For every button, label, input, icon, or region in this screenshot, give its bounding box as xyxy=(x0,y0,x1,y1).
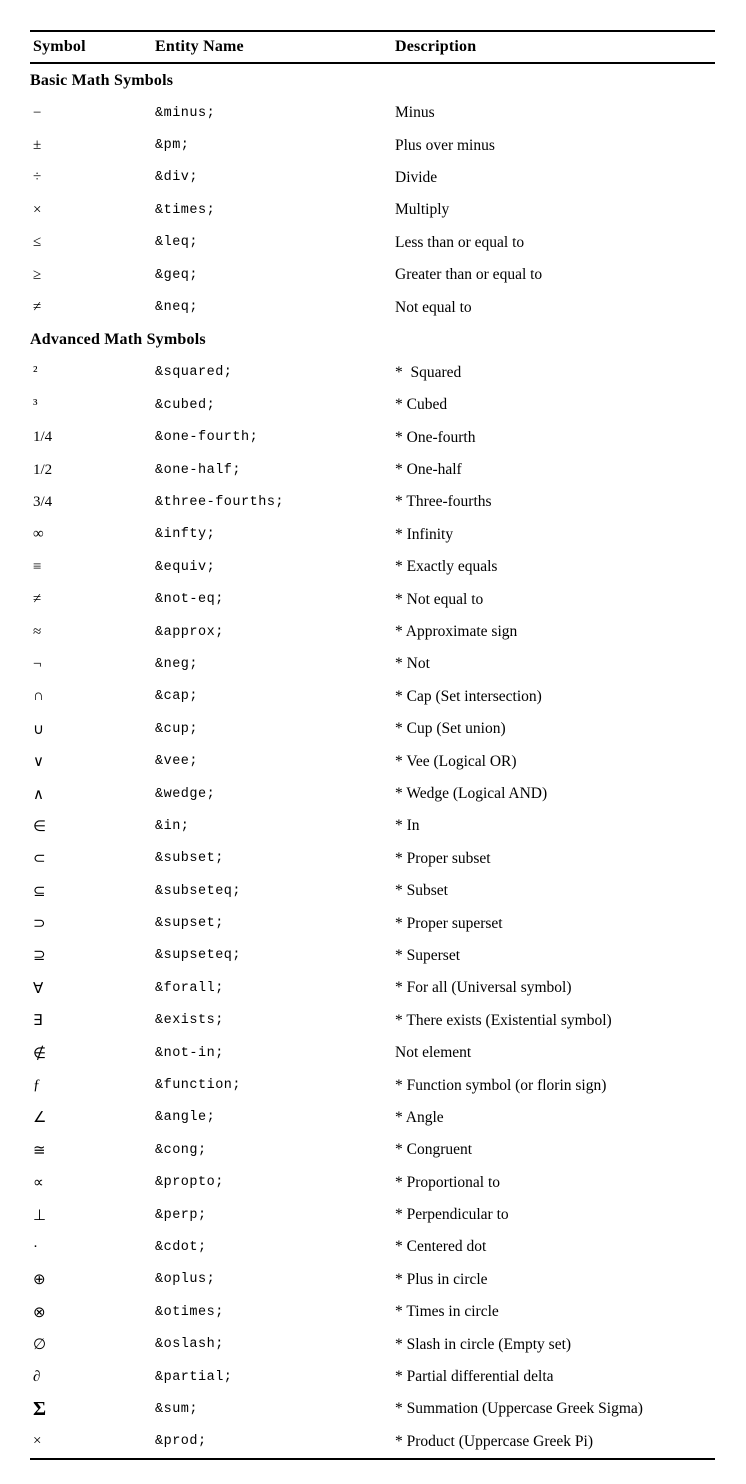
symbol-cell: ∃ xyxy=(33,1013,43,1030)
entity-name-cell: &neg; xyxy=(155,656,199,672)
table-row xyxy=(30,162,715,194)
table-row xyxy=(30,810,715,842)
table-section xyxy=(30,324,715,1458)
column-header-description: Description xyxy=(395,38,477,55)
symbol-cell: ∂ xyxy=(33,1368,41,1385)
symbol-cell: ∠ xyxy=(33,1110,47,1127)
table-row xyxy=(30,486,715,518)
symbol-cell: · xyxy=(33,1238,38,1255)
table-row xyxy=(30,454,715,486)
entity-name-cell: &vee; xyxy=(155,754,199,770)
column-header-symbol: Symbol xyxy=(33,38,86,55)
description-cell: Multiply xyxy=(395,201,450,219)
table-section xyxy=(30,64,715,324)
table-row xyxy=(30,291,715,323)
symbol-cell: − xyxy=(33,104,42,121)
symbol-cell: 3/4 xyxy=(33,493,53,510)
symbol-cell: ⊥ xyxy=(33,1207,47,1224)
description-cell: * Summation (Uppercase Greek Sigma) xyxy=(395,1400,643,1418)
table-row xyxy=(30,357,715,389)
description-cell: * Plus in circle xyxy=(395,1270,488,1288)
entity-name-cell: &not-in; xyxy=(155,1045,224,1061)
description-cell: * Infinity xyxy=(395,525,454,543)
description-cell: * In xyxy=(395,817,420,835)
description-cell: * Slash in circle (Empty set) xyxy=(395,1335,572,1353)
table-row xyxy=(30,1426,715,1458)
section-rows xyxy=(30,357,715,1458)
description-cell: * Proper subset xyxy=(395,849,491,867)
table-row xyxy=(30,227,715,259)
entity-name-cell: &perp; xyxy=(155,1207,207,1223)
entity-name-cell: &otimes; xyxy=(155,1304,224,1320)
table-row xyxy=(30,907,715,939)
entity-name-cell: &pm; xyxy=(155,138,190,154)
table-row xyxy=(30,97,715,129)
description-cell: * Proper superset xyxy=(395,914,503,932)
entity-name-cell: &supseteq; xyxy=(155,948,242,964)
table-row xyxy=(30,681,715,713)
description-cell: * Superset xyxy=(395,946,461,964)
symbol-cell: ≤ xyxy=(33,234,42,251)
table-row xyxy=(30,1102,715,1134)
table-row xyxy=(30,778,715,810)
description-cell: * Proportional to xyxy=(395,1173,501,1191)
entity-name-cell: &partial; xyxy=(155,1369,233,1385)
entity-name-cell: &subset; xyxy=(155,851,224,867)
description-cell: Not equal to xyxy=(395,298,472,316)
entity-name-cell: &neq; xyxy=(155,300,199,316)
entity-name-cell: &minus; xyxy=(155,105,216,121)
symbol-cell: ≅ xyxy=(33,1142,46,1159)
symbol-cell: ≠ xyxy=(33,591,42,608)
table-body xyxy=(30,64,715,1458)
description-cell: * Perpendicular to xyxy=(395,1206,509,1224)
table-row xyxy=(30,972,715,1004)
entity-name-cell: &forall; xyxy=(155,980,224,996)
description-cell: * Squared xyxy=(395,363,462,381)
table-row xyxy=(30,389,715,421)
description-cell: * Cap (Set intersection) xyxy=(395,687,542,705)
section-rows xyxy=(30,97,715,324)
description-cell: * Angle xyxy=(395,1108,444,1126)
entity-name-cell: &function; xyxy=(155,1078,242,1094)
table-row xyxy=(30,745,715,777)
table-row xyxy=(30,422,715,454)
symbol-cell: ≡ xyxy=(33,558,42,575)
description-cell: * Not equal to xyxy=(395,590,484,608)
entity-name-cell: &sum; xyxy=(155,1401,199,1417)
entity-name-cell: &angle; xyxy=(155,1110,216,1126)
entity-name-cell: &cap; xyxy=(155,689,199,705)
symbol-cell: 1/2 xyxy=(33,461,53,478)
table-row xyxy=(30,259,715,291)
table-row xyxy=(30,519,715,551)
symbol-cell: ∪ xyxy=(33,721,44,738)
entity-name-cell: &propto; xyxy=(155,1175,224,1191)
table-row xyxy=(30,1393,715,1425)
description-cell: * Function symbol (or florin sign) xyxy=(395,1076,607,1094)
symbol-cell: ± xyxy=(33,137,42,154)
entity-name-cell: &one-fourth; xyxy=(155,430,259,446)
description-cell: Greater than or equal to xyxy=(395,266,543,284)
description-cell: * Centered dot xyxy=(395,1238,487,1256)
entity-name-cell: &not-eq; xyxy=(155,592,224,608)
entity-name-cell: &times; xyxy=(155,202,216,218)
section-title: Advanced Math Symbols xyxy=(30,331,206,349)
symbol-cell: ∅ xyxy=(33,1337,47,1354)
symbol-cell: ³ xyxy=(33,396,38,413)
table-row xyxy=(30,713,715,745)
description-cell: * Subset xyxy=(395,882,448,900)
symbol-cell: ¬ xyxy=(33,655,42,672)
table-row xyxy=(30,551,715,583)
description-cell: * Exactly equals xyxy=(395,558,498,576)
description-cell: * Product (Uppercase Greek Pi) xyxy=(395,1432,593,1450)
symbol-cell: ∀ xyxy=(33,980,44,997)
symbol-cell: ƒ xyxy=(33,1077,41,1094)
symbol-cell: × xyxy=(33,201,42,218)
table-row xyxy=(30,1328,715,1360)
table-row xyxy=(30,940,715,972)
symbol-cell: 1/4 xyxy=(33,429,53,446)
table-row xyxy=(30,843,715,875)
entity-name-cell: &one-half; xyxy=(155,462,242,478)
symbol-cell: × xyxy=(33,1433,42,1450)
table-row xyxy=(30,875,715,907)
entity-name-cell: &three-fourths; xyxy=(155,494,285,510)
table-row xyxy=(30,616,715,648)
description-cell: Not element xyxy=(395,1044,472,1062)
entity-name-cell: &squared; xyxy=(155,365,233,381)
entity-name-cell: &oplus; xyxy=(155,1272,216,1288)
description-cell: * Wedge (Logical AND) xyxy=(395,785,548,802)
symbol-cell: ≈ xyxy=(33,623,42,640)
table-row xyxy=(30,1231,715,1263)
description-cell: * Congruent xyxy=(395,1141,473,1159)
symbol-cell: ⊃ xyxy=(33,916,46,933)
entity-name-cell: &subseteq; xyxy=(155,883,242,899)
entity-name-cell: &exists; xyxy=(155,1013,224,1029)
description-cell: * There exists (Existential symbol) xyxy=(395,1011,612,1029)
entity-name-cell: &equiv; xyxy=(155,559,216,575)
description-cell: Plus over minus xyxy=(395,136,495,154)
symbol-cell: ⊕ xyxy=(33,1272,46,1289)
entity-name-cell: &cong; xyxy=(155,1142,207,1158)
symbol-cell: ∨ xyxy=(33,754,44,771)
table-row xyxy=(30,1167,715,1199)
entity-name-cell: &oslash; xyxy=(155,1337,224,1353)
entity-name-cell: &cdot; xyxy=(155,1239,207,1255)
description-cell: Divide xyxy=(395,168,438,186)
entity-name-cell: &in; xyxy=(155,818,190,834)
table-row xyxy=(30,1264,715,1296)
description-cell: * One-fourth xyxy=(395,428,476,446)
description-cell: * Three-fourths xyxy=(395,493,492,511)
entity-name-cell: &cubed; xyxy=(155,397,216,413)
entity-name-cell: &div; xyxy=(155,170,199,186)
table-row xyxy=(30,648,715,680)
symbol-cell: ∝ xyxy=(33,1175,44,1192)
symbol-cell: ∉ xyxy=(33,1045,47,1062)
symbol-cell: ⊗ xyxy=(33,1304,46,1321)
description-cell: Less than or equal to xyxy=(395,233,525,251)
entity-name-cell: &infty; xyxy=(155,527,216,543)
description-cell: * Vee (Logical OR) xyxy=(395,752,517,770)
table-row xyxy=(30,583,715,615)
table-row xyxy=(30,129,715,161)
table-row xyxy=(30,1037,715,1069)
description-cell: * Cubed xyxy=(395,396,448,414)
entity-name-cell: &supset; xyxy=(155,916,224,932)
math-symbols-table xyxy=(30,30,715,1460)
table-row xyxy=(30,194,715,226)
symbol-cell: ∞ xyxy=(33,526,44,543)
symbol-cell: ∈ xyxy=(33,818,47,835)
table-row xyxy=(30,1296,715,1328)
symbol-cell: ≠ xyxy=(33,299,42,316)
entity-name-cell: &prod; xyxy=(155,1434,207,1450)
symbol-cell: ≥ xyxy=(33,266,42,283)
table-row xyxy=(30,1005,715,1037)
table-row xyxy=(30,1134,715,1166)
symbol-cell: ⊇ xyxy=(33,948,46,965)
symbol-cell: Σ xyxy=(33,1397,47,1420)
symbol-cell: ⊆ xyxy=(33,883,46,900)
description-cell: * One-half xyxy=(395,461,462,479)
table-row xyxy=(30,1199,715,1231)
table-row xyxy=(30,1361,715,1393)
entity-name-cell: &approx; xyxy=(155,624,224,640)
description-cell: * Cup (Set union) xyxy=(395,720,506,738)
description-cell: * Partial differential delta xyxy=(395,1368,554,1386)
table-header-row xyxy=(30,32,715,64)
entity-name-cell: &wedge; xyxy=(155,786,216,802)
symbol-cell: ÷ xyxy=(33,169,42,186)
description-cell: Minus xyxy=(395,104,435,122)
section-title: Basic Math Symbols xyxy=(30,71,174,89)
entity-name-cell: &geq; xyxy=(155,267,199,283)
entity-name-cell: &cup; xyxy=(155,721,199,737)
description-cell: * For all (Universal symbol) xyxy=(395,979,572,997)
entity-name-cell: &leq; xyxy=(155,235,199,251)
column-header-entity-name: Entity Name xyxy=(155,38,244,55)
symbol-cell: ² xyxy=(33,364,38,381)
symbol-cell: ∧ xyxy=(33,786,44,803)
symbol-cell: ⊂ xyxy=(33,851,46,868)
description-cell: * Approximate sign xyxy=(395,623,518,641)
description-cell: * Times in circle xyxy=(395,1303,499,1321)
table-row xyxy=(30,1069,715,1101)
description-cell: * Not xyxy=(395,655,430,673)
symbol-cell: ∩ xyxy=(33,688,44,705)
